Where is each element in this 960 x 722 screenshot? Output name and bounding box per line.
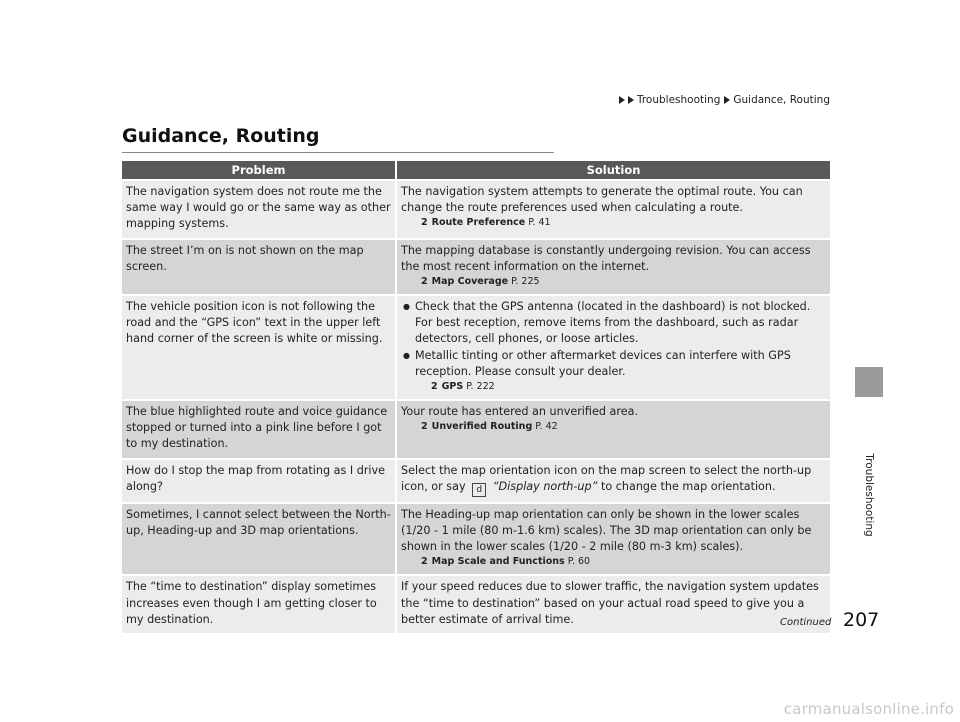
- reference-arrow-icon: 2: [421, 556, 428, 568]
- cross-reference[interactable]: [421, 555, 826, 569]
- chapter-label: Troubleshooting: [863, 453, 875, 537]
- breadcrumb-section: Troubleshooting: [636, 94, 721, 106]
- solution-cell: [396, 459, 830, 503]
- table-row: [122, 575, 830, 633]
- reference-page: P. 222: [466, 381, 495, 393]
- solution-text: The Heading-up map orientation can only be shown in the lower scales (1/20 - 1 mile (80 m-1.6 km) scales). The 3D map orientation can only be shown in the lower scales (1/20 - 2 mile (80 m-3 km) scales).: [401, 507, 812, 554]
- reference-title: Route Preference: [431, 217, 526, 229]
- troubleshooting-table: [122, 161, 830, 633]
- table-row: [122, 459, 830, 503]
- reference-title: Unverified Routing: [431, 421, 533, 433]
- solution-cell: [396, 295, 830, 400]
- solution-text: Select the map orientation icon on the map screen to select the north-up icon, or say: [401, 463, 812, 493]
- solution-cell: [396, 503, 830, 576]
- problem-cell: How do I stop the map from rotating as I drive along?: [122, 459, 396, 503]
- cross-reference[interactable]: [421, 216, 826, 230]
- problem-cell: The blue highlighted route and voice guidance stopped or turned into a pink line before I got to my destination.: [122, 400, 396, 459]
- solution-cell: [396, 180, 830, 239]
- reference-title: GPS: [441, 381, 464, 393]
- continued-label: Continued: [780, 617, 832, 628]
- table-row: [122, 295, 830, 400]
- solution-text: Your route has entered an unverified area.: [401, 405, 639, 419]
- table-row: [122, 400, 830, 459]
- reference-arrow-icon: 2: [431, 381, 438, 393]
- solution-text: The mapping database is constantly undergoing revision. You can access the most recent information on the internet.: [401, 243, 811, 273]
- breadcrumb-topic: Guidance, Routing: [733, 94, 830, 106]
- breadcrumb: [619, 94, 830, 106]
- reference-page: P. 60: [567, 556, 591, 568]
- voice-command: “Display north-up”: [492, 479, 598, 493]
- page-title: Guidance, Routing: [122, 125, 320, 147]
- reference-page: P. 225: [511, 276, 540, 288]
- table-row: [122, 239, 830, 295]
- solution-cell: [396, 400, 830, 459]
- bullet-item: ● Check that the GPS antenna (located in the dashboard) is not blocked. For best reception, remove items from the dashboard, such as radar detectors, cell phones, or loose articles.: [401, 299, 826, 348]
- problem-cell: The “time to destination” display sometimes increases even though I am getting closer to my destination.: [122, 575, 396, 633]
- watermark: carmanualsonline.info: [783, 700, 954, 718]
- reference-arrow-icon: 2: [421, 217, 428, 229]
- reference-arrow-icon: 2: [421, 421, 428, 433]
- solution-cell: If your speed reduces due to slower traffic, the navigation system updates the “time to destination” based on your actual road speed to give you a better estimate of arrival time.: [396, 575, 830, 633]
- reference-title: Map Scale and Functions: [431, 556, 565, 568]
- breadcrumb-arrow-icon: [724, 96, 730, 104]
- problem-cell: The street I’m on is not shown on the map screen.: [122, 239, 396, 295]
- breadcrumb-arrow-icon: [619, 96, 625, 104]
- cross-reference[interactable]: [431, 380, 826, 394]
- reference-title: Map Coverage: [431, 276, 509, 288]
- problem-cell: The vehicle position icon is not following the road and the “GPS icon” text in the upper left hand corner of the screen is white or missing.: [122, 295, 396, 400]
- title-divider: [122, 152, 554, 153]
- problem-cell: Sometimes, I cannot select between the North-up, Heading-up and 3D map orientations.: [122, 503, 396, 576]
- cross-reference[interactable]: [421, 420, 826, 434]
- voice-command-icon: d: [472, 483, 486, 497]
- bullet-item: ● Metallic tinting or other aftermarket devices can interfere with GPS reception. Please consult your dealer.: [401, 348, 826, 380]
- problem-cell: The navigation system does not route me the same way I would go or the same way as other mapping systems.: [122, 180, 396, 239]
- breadcrumb-arrow-icon: [628, 96, 634, 104]
- reference-page: P. 41: [528, 217, 551, 229]
- table-row: [122, 180, 830, 239]
- table-row: [122, 503, 830, 576]
- reference-arrow-icon: 2: [421, 276, 428, 288]
- cross-reference[interactable]: [421, 275, 826, 289]
- reference-page: P. 42: [535, 421, 558, 433]
- header-problem: Problem: [122, 161, 396, 180]
- chapter-tab: [855, 367, 883, 397]
- page-number: 207: [843, 609, 880, 631]
- header-solution: Solution: [396, 161, 830, 180]
- solution-cell: [396, 239, 830, 295]
- solution-text: to change the map orientation.: [600, 479, 776, 493]
- solution-text: The navigation system attempts to generate the optimal route. You can change the route preferences used when calculating a route.: [401, 185, 803, 215]
